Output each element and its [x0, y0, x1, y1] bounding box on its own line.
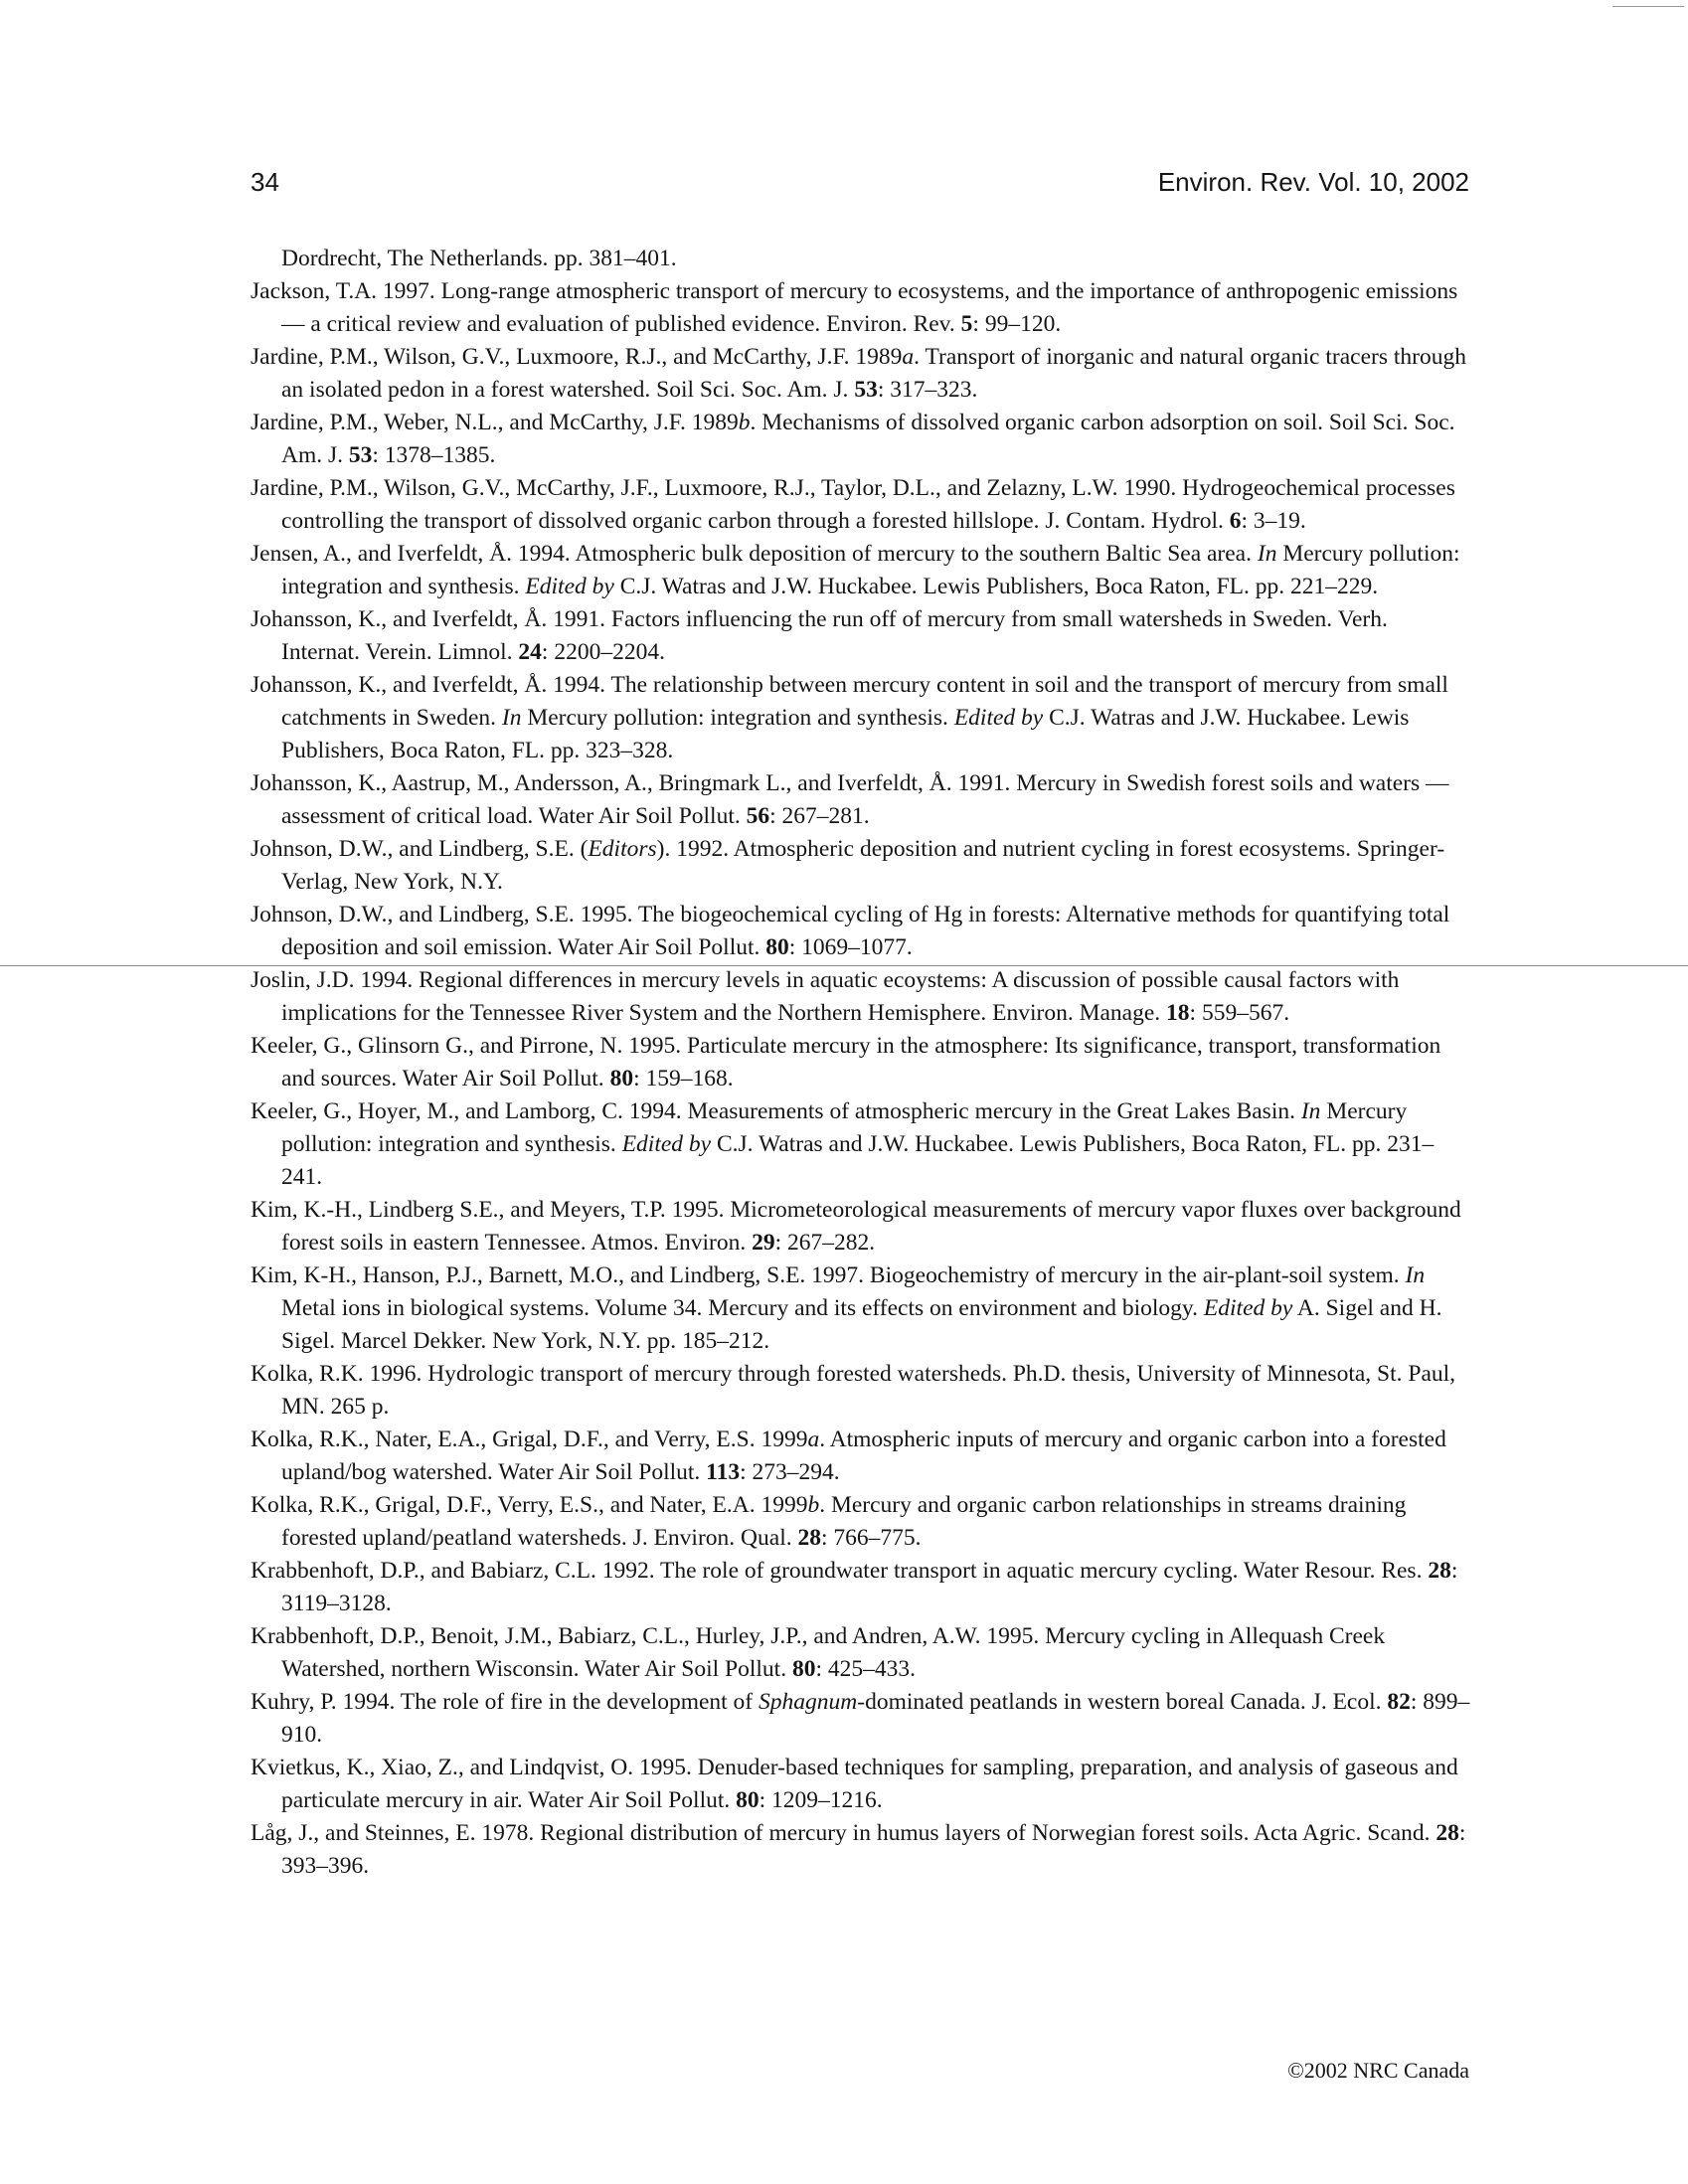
reference-entry	[251, 1358, 1471, 1424]
reference-entry	[251, 833, 1471, 899]
reference-text: . Mercury and organic carbon relationships in streams draining forested upland/peatland watersheds. J. Environ. Qual.	[281, 1492, 1407, 1551]
reference-entry	[251, 1424, 1471, 1489]
reference-text: : 99–120.	[972, 311, 1062, 337]
volume-number: 28	[1435, 1820, 1459, 1846]
italic-text: Editors	[588, 836, 657, 862]
reference-entry	[251, 964, 1471, 1030]
reference-text: : 1378–1385.	[372, 442, 496, 468]
reference-entry	[251, 538, 1471, 603]
reference-text: Jardine, P.M., Wilson, G.V., McCarthy, J.F., Luxmoore, R.J., Taylor, D.L., and Zelazny, L.W. 1990. Hydrogeochemical processes controlling the transport of dissolved organic carbon through a forested hillslope. J. Contam. Hydrol.	[251, 475, 1455, 534]
italic-text: b	[807, 1492, 820, 1518]
reference-text: : 267–282.	[774, 1230, 876, 1256]
reference-entry	[251, 1555, 1471, 1620]
reference-entry	[251, 669, 1471, 767]
italic-text: In	[1405, 1262, 1426, 1288]
reference-text: Johansson, K., and Iverfeldt, Å. 1994. The relationship between mercury content in soil and the transport of mercury from small catchments in Sweden.	[251, 672, 1448, 731]
italic-text: Sphagnum	[759, 1689, 858, 1715]
italic-text: In	[501, 705, 522, 731]
reference-entry	[251, 472, 1471, 538]
volume-number: 28	[797, 1525, 821, 1551]
reference-text: . Mechanisms of dissolved organic carbon adsorption on soil. Soil Sci. Soc. Am. J.	[281, 410, 1455, 468]
volume-number: 29	[752, 1230, 775, 1256]
reference-text: Kolka, R.K., Nater, E.A., Grigal, D.F., and Verry, E.S. 1999	[251, 1427, 808, 1452]
reference-text: Krabbenhoft, D.P., Benoit, J.M., Babiarz, C.L., Hurley, J.P., and Andren, A.W. 1995. Mercury cycling in Allequash Creek Watershed, northern Wisconsin. Water Air Soil Pollut.	[251, 1623, 1386, 1682]
volume-number: 80	[791, 1656, 816, 1682]
reference-text: : 1069–1077.	[788, 934, 913, 960]
italic-text: a	[807, 1427, 820, 1452]
reference-text: Krabbenhoft, D.P., and Babiarz, C.L. 1992. The role of groundwater transport in aquatic mercury cycling. Water Resour. Res.	[251, 1558, 1429, 1584]
reference-text: Jardine, P.M., Wilson, G.V., Luxmoore, R.J., and McCarthy, J.F. 1989	[251, 344, 903, 370]
volume-number: 80	[765, 934, 789, 960]
reference-text: : 899–910.	[281, 1689, 1470, 1748]
running-head: Environ. Rev. Vol. 10, 2002	[1157, 167, 1469, 197]
reference-text: C.J. Watras and J.W. Huckabee. Lewis Publishers, Boca Raton, FL. pp. 231–241.	[281, 1131, 1435, 1190]
scan-artifact-line	[0, 965, 1688, 966]
reference-entry	[251, 1194, 1471, 1260]
reference-entry	[251, 1686, 1471, 1752]
italic-text: Edited by	[953, 705, 1044, 731]
reference-text: Dordrecht, The Netherlands. pp. 381–401.	[281, 246, 677, 271]
volume-number: 53	[854, 377, 878, 403]
reference-text: . Atmospheric inputs of mercury and organic carbon into a forested upland/bog watershed. Water Air Soil Pollut.	[281, 1427, 1446, 1485]
reference-text: : 2200–2204.	[541, 639, 665, 665]
reference-text: Kuhry, P. 1994. The role of fire in the development of	[251, 1689, 760, 1715]
reference-text: Johansson, K., Aastrup, M., Andersson, A., Bringmark L., and Iverfeldt, Å. 1991. Mercury in Swedish forest soils and waters — assessment of critical load. Water Air Soil Pollut.	[251, 770, 1449, 829]
reference-entry	[251, 1817, 1471, 1883]
reference-text: ). 1992. Atmospheric deposition and nutrient cycling in forest ecosystems. Springer-Verlag, New York, N.Y.	[281, 836, 1445, 895]
page-header	[251, 167, 1469, 207]
volume-number: 24	[518, 639, 542, 665]
reference-list	[251, 243, 1471, 1883]
reference-text: Jardine, P.M., Weber, N.L., and McCarthy, J.F. 1989	[251, 410, 739, 435]
reference-text: A. Sigel and H. Sigel. Marcel Dekker. New York, N.Y. pp. 185–212.	[281, 1295, 1442, 1354]
scan-edge-mark	[1612, 6, 1684, 7]
reference-text: Johnson, D.W., and Lindberg, S.E. (	[251, 836, 589, 862]
reference-entry	[251, 767, 1471, 833]
italic-text: In	[1300, 1098, 1321, 1124]
volume-number: 5	[960, 311, 973, 337]
reference-text: Kim, K-H., Hanson, P.J., Barnett, M.O., and Lindberg, S.E. 1997. Biogeochemistry of mercury in the air-plant-soil system.	[251, 1262, 1406, 1288]
reference-text: : 393–396.	[281, 1820, 1466, 1879]
reference-text: : 273–294.	[740, 1459, 840, 1485]
reference-text: Kim, K.-H., Lindberg S.E., and Meyers, T.P. 1995. Micrometeorological measurements of mercury vapor fluxes over background forest soils in eastern Tennessee. Atmos. Environ.	[251, 1197, 1461, 1256]
reference-text: : 3119–3128.	[281, 1558, 1458, 1616]
italic-text: a	[902, 344, 915, 370]
reference-entry	[251, 407, 1471, 472]
reference-entry	[251, 1620, 1471, 1686]
reference-text: Kvietkus, K., Xiao, Z., and Lindqvist, O. 1995. Denuder-based techniques for sampling, preparation, and analysis of gaseous and particulate mercury in air. Water Air Soil Pollut.	[251, 1755, 1458, 1813]
reference-text: : 159–168.	[633, 1066, 734, 1092]
reference-text: : 766–775.	[820, 1525, 922, 1551]
volume-number: 80	[736, 1787, 760, 1813]
copyright-notice: ©2002 NRC Canada	[1287, 2058, 1469, 2083]
reference-text: -dominated peatlands in western boreal Canada. J. Ecol.	[857, 1689, 1388, 1715]
reference-text: C.J. Watras and J.W. Huckabee. Lewis Publishers, Boca Raton, FL. pp. 323–328.	[281, 705, 1410, 763]
reference-text: : 3–19.	[1241, 508, 1306, 534]
reference-text: Jackson, T.A. 1997. Long-range atmospheric transport of mercury to ecosystems, and the importance of anthropogenic emissions — a critical review and evaluation of published evidence. Environ. Rev.	[251, 278, 1458, 337]
reference-text: Mercury pollution: integration and synthesis.	[521, 705, 954, 731]
reference-text: : 1209–1216.	[759, 1787, 883, 1813]
reference-entry	[251, 899, 1471, 964]
volume-number: 113	[706, 1459, 741, 1485]
reference-entry	[251, 275, 1471, 341]
volume-number: 6	[1229, 508, 1242, 534]
reference-text: Johnson, D.W., and Lindberg, S.E. 1995. The biogeochemical cycling of Hg in forests: Alternative methods for quantifying total deposition and soil emission. Water Air Soil Pollut.	[251, 902, 1450, 960]
reference-text: : 317–323.	[877, 377, 978, 403]
reference-entry	[251, 1260, 1471, 1358]
reference-text: Mercury pollution: integration and synthesis.	[281, 1098, 1408, 1157]
reference-text: Joslin, J.D. 1994. Regional differences in mercury levels in aquatic ecoystems: A discussion of possible causal factors with implications for the Tennessee River System and the Northern Hemisphere. Environ. Manage.	[251, 967, 1400, 1026]
reference-entry	[251, 341, 1471, 407]
page-number: 34	[251, 167, 279, 197]
reference-entry	[251, 1489, 1471, 1555]
reference-continuation	[251, 243, 1471, 275]
reference-entry	[251, 1095, 1471, 1194]
reference-entry	[251, 1030, 1471, 1095]
volume-number: 80	[609, 1066, 634, 1092]
volume-number: 28	[1428, 1558, 1451, 1584]
reference-entry	[251, 1752, 1471, 1817]
reference-text: : 425–433.	[815, 1656, 916, 1682]
italic-text: In	[1257, 541, 1277, 567]
reference-entry	[251, 603, 1471, 669]
reference-text: Mercury pollution: integration and synthesis.	[281, 541, 1460, 599]
reference-text: . Transport of inorganic and natural organic tracers through an isolated pedon in a forest watershed. Soil Sci. Soc. Am. J.	[281, 344, 1466, 403]
reference-text: Låg, J., and Steinnes, E. 1978. Regional distribution of mercury in humus layers of Norwegian forest soils. Acta Agric. Scand.	[251, 1820, 1436, 1846]
reference-text: C.J. Watras and J.W. Huckabee. Lewis Publishers, Boca Raton, FL. pp. 221–229.	[613, 574, 1379, 599]
reference-text: Kolka, R.K. 1996. Hydrologic transport of mercury through forested watersheds. Ph.D. thesis, University of Minnesota, St. Paul, MN. 265 p.	[251, 1361, 1456, 1420]
reference-text: Kolka, R.K., Grigal, D.F., Verry, E.S., and Nater, E.A. 1999	[251, 1492, 808, 1518]
reference-text: Keeler, G., Hoyer, M., and Lamborg, C. 1994. Measurements of atmospheric mercury in the Great Lakes Basin.	[251, 1098, 1301, 1124]
reference-text: : 559–567.	[1189, 1000, 1290, 1026]
italic-text: Edited by	[621, 1131, 712, 1157]
reference-text: : 267–281.	[769, 803, 870, 829]
volume-number: 82	[1387, 1689, 1411, 1715]
volume-number: 56	[746, 803, 770, 829]
volume-number: 18	[1166, 1000, 1190, 1026]
reference-text: Keeler, G., Glinsorn G., and Pirrone, N. 1995. Particulate mercury in the atmosphere: Its significance, transport, transformation and sources. Water Air Soil Pollut.	[251, 1033, 1441, 1092]
italic-text: Edited by	[525, 574, 614, 599]
reference-text: Jensen, A., and Iverfeldt, Å. 1994. Atmospheric bulk deposition of mercury to the southern Baltic Sea area.	[251, 541, 1258, 567]
volume-number: 53	[348, 442, 373, 468]
reference-text: Metal ions in biological systems. Volume 34. Mercury and its effects on environment and biology.	[281, 1295, 1204, 1321]
italic-text: Edited by	[1203, 1295, 1293, 1321]
italic-text: b	[738, 410, 751, 435]
reference-text: Johansson, K., and Iverfeldt, Å. 1991. Factors influencing the run off of mercury from small watersheds in Sweden. Verh. Internat. Verein. Limnol.	[251, 606, 1388, 665]
